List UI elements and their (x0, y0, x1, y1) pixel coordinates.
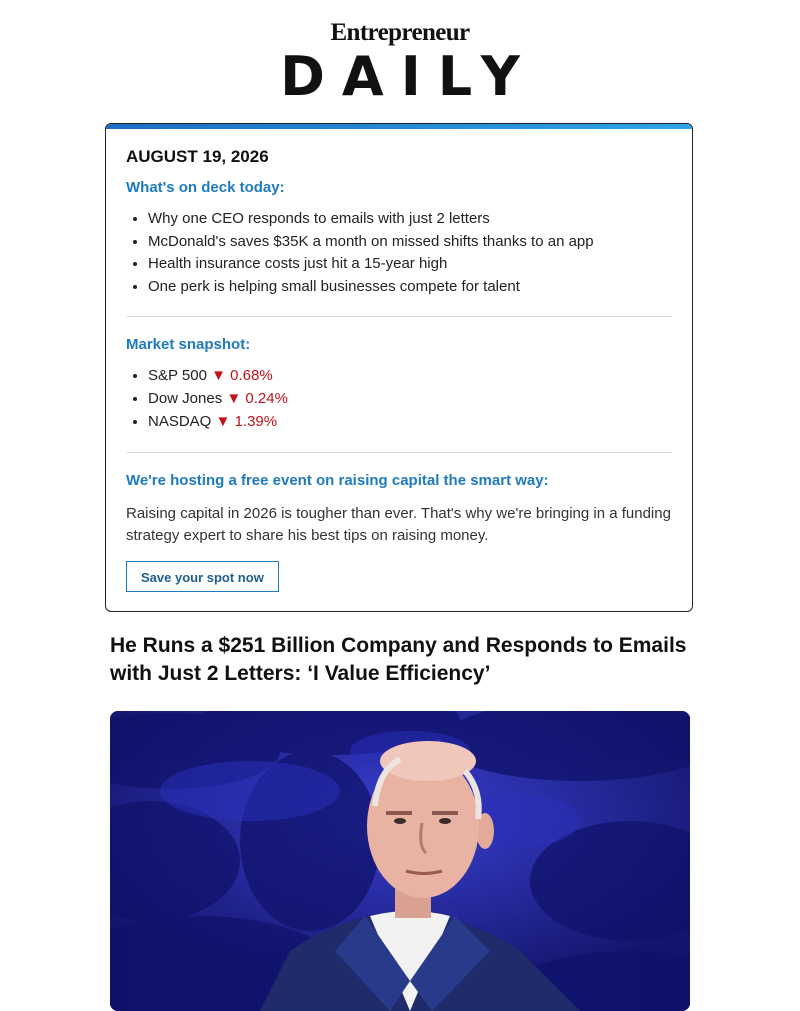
brand-logo[interactable]: Entrepreneur (330, 19, 470, 46)
on-deck-list (126, 208, 672, 298)
summary-card (105, 123, 693, 612)
down-arrow-icon: ▼ (226, 389, 242, 407)
event-description: Raising capital in 2026 is tougher than ever. That's why we're bringing in a funding strategy expert to share his best tips on raising money. (126, 505, 671, 545)
issue-date: AUGUST 19, 2026 (126, 147, 269, 166)
article-hero-image[interactable] (110, 711, 690, 1011)
market-change: 1.39% (234, 412, 278, 430)
newsletter-title: DAILY (280, 45, 537, 108)
down-arrow-icon: ▼ (215, 412, 231, 430)
market-change: 0.24% (245, 389, 288, 407)
masthead (0, 0, 800, 106)
market-name: NASDAQ (148, 412, 212, 430)
down-arrow-icon: ▼ (211, 367, 226, 385)
market-name: S&P 500 (148, 367, 207, 385)
market-heading: Market snapshot: (126, 336, 251, 354)
save-spot-button[interactable]: Save your spot now (126, 561, 279, 592)
list-item[interactable]: • Why one CEO responds to emails with just 2 letters (148, 208, 672, 231)
list-item[interactable]: • One perk is helping small businesses compete for talent (148, 276, 672, 299)
market-item-sp500 (148, 365, 672, 388)
market-list (126, 365, 672, 433)
list-item[interactable]: • McDonald's saves $35K a month on missed shifts thanks to an app (148, 231, 672, 254)
hero-photo (110, 711, 690, 1011)
on-deck-heading: What's on deck today: (126, 179, 285, 196)
market-item-dow (148, 388, 672, 411)
article-headline[interactable]: He Runs a $251 Billion Company and Responds to Emails with Just 2 Letters: ‘I Value Efficiency’ (110, 634, 687, 685)
card-accent-bar (106, 124, 692, 129)
section-divider (126, 452, 672, 453)
section-divider (126, 316, 672, 317)
market-name: Dow Jones (148, 389, 223, 407)
list-item[interactable]: • Health insurance costs just hit a 15-year high (148, 253, 672, 276)
market-change: 0.68% (230, 367, 273, 385)
market-item-nasdaq (148, 411, 672, 434)
event-heading: We're hosting a free event on raising capital the smart way: (126, 472, 549, 490)
